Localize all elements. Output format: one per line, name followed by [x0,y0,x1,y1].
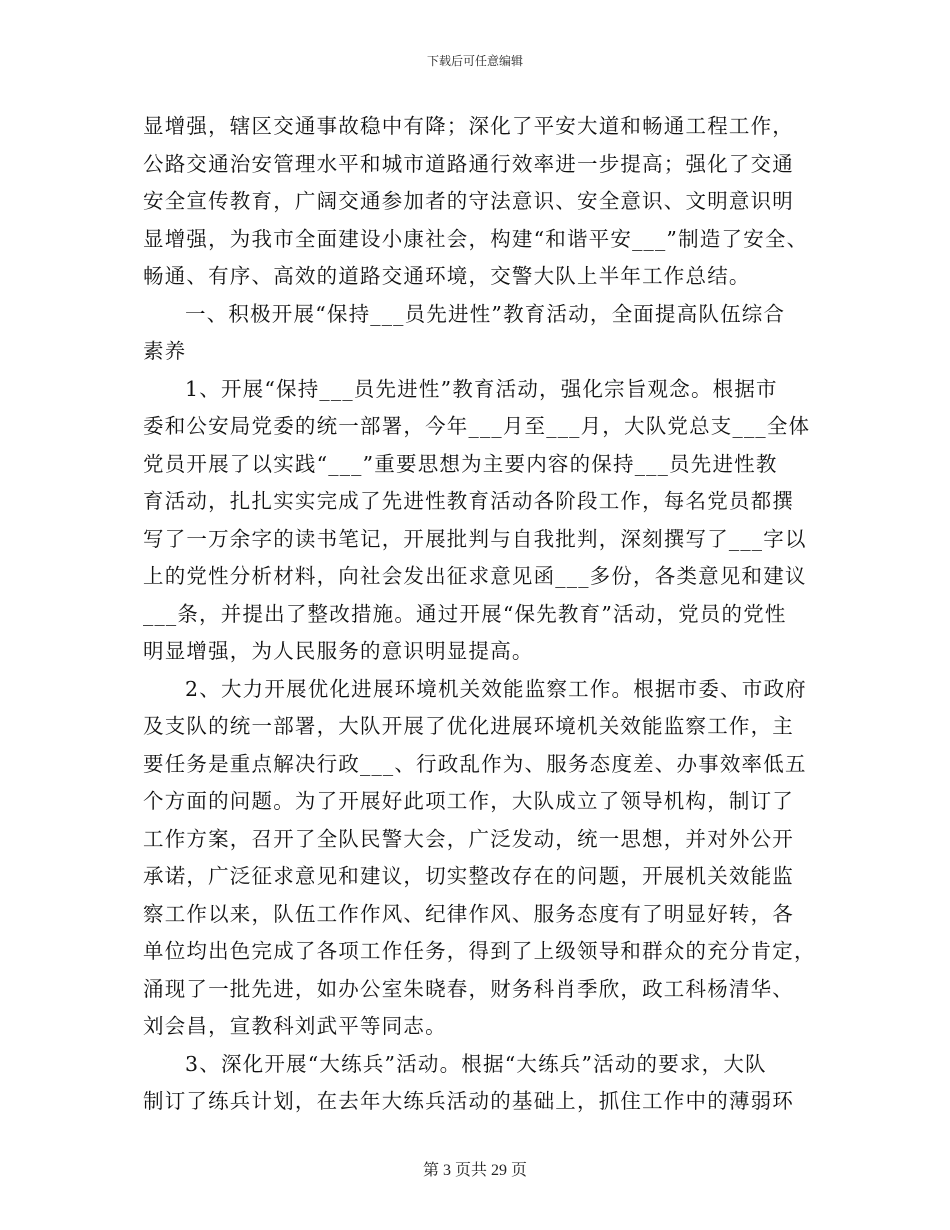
text-line: 单位均出色完成了各项工作任务，得到了上级领导和群众的充分肯定， [143,939,816,963]
paragraph-start-line: 1、开展“保持___员先进性”教育活动，强化宗旨观念。根据市 [185,376,778,401]
text-line: 明显增强，为人民服务的意识明显提高。 [143,639,534,663]
text-line: 承诺，广泛征求意见和建议，切实整改存在的问题，开展机关效能监 [143,864,794,888]
text-line: 显增强，辖区交通事故稳中有降；深化了平安大道和畅通工程工作， [143,114,794,138]
text-line: 个方面的问题。为了开展好此项工作，大队成立了领导机构，制订了 [143,789,794,813]
text-line: 安全宣传教育，广阔交通参加者的守法意识、安全意识、文明意识明 [143,189,794,213]
text-line: 写了一万余字的读书笔记，开展批判与自我批判，深刻撰写了___字以 [143,526,807,551]
section-heading-line: 一、积极开展“保持___员先进性”教育活动，全面提高队伍综合 [185,301,786,326]
paragraph-start-line: 3、深化开展“大练兵”活动。根据“大练兵”活动的要求，大队 [185,1051,767,1076]
text-line: 党员开展了以实践“___”重要思想为主要内容的保持___员先进性教 [143,451,778,476]
page-header: 下载后可任意编辑 [426,54,523,68]
text-line: 委和公安局党委的统一部署，今年___月至___月，大队党总支___全体 [143,414,811,438]
text-line: 察工作以来，队伍工作作风、纪律作风、服务态度有了明显好转，各 [143,901,794,926]
text-line: 刘会昌，宣教科刘武平等同志。 [143,1014,447,1038]
text-line: 育活动，扎扎实实完成了先进性教育活动各阶段工作，每名党员都撰 [143,489,794,513]
paragraph-start-line: 2、大力开展优化进展环境机关效能监察工作。根据市委、市政府 [185,676,807,701]
text-line: 工作方案，召开了全队民警大会，广泛发动，统一思想，并对外公开 [143,826,794,851]
text-line: 要任务是重点解决行政___、行政乱作为、服务态度差、办事效率低五 [143,751,807,776]
text-line: 涌现了一批先进，如办公室朱晓春，财务科肖季欣，政工科杨清华、 [143,976,794,1001]
text-line: ___条，并提出了整改措施。通过开展“保先教育”活动，党员的党性 [143,601,787,626]
text-line: 制订了练兵计划，在去年大练兵活动的基础上，抓住工作中的薄弱环 [143,1089,794,1113]
page-footer: 第 3 页共 29 页 [422,1162,527,1179]
text-line: 显增强，为我市全面建设小康社会，构建“和谐平安___”制造了安全、 [143,226,809,251]
text-line: 畅通、有序、高效的道路交通环境，交警大队上半年工作总结。 [143,264,751,288]
document-body [143,108,816,1121]
text-line: 公路交通治安管理水平和城市道路通行效率进一步提高；强化了交通 [143,151,794,176]
text-line: 上的党性分析材料，向社会发出征求意见函___多份，各类意见和建议 [143,564,807,588]
text-line: 及支队的统一部署，大队开展了优化进展环境机关效能监察工作，主 [143,714,794,738]
section-heading-line: 素养 [143,339,187,363]
